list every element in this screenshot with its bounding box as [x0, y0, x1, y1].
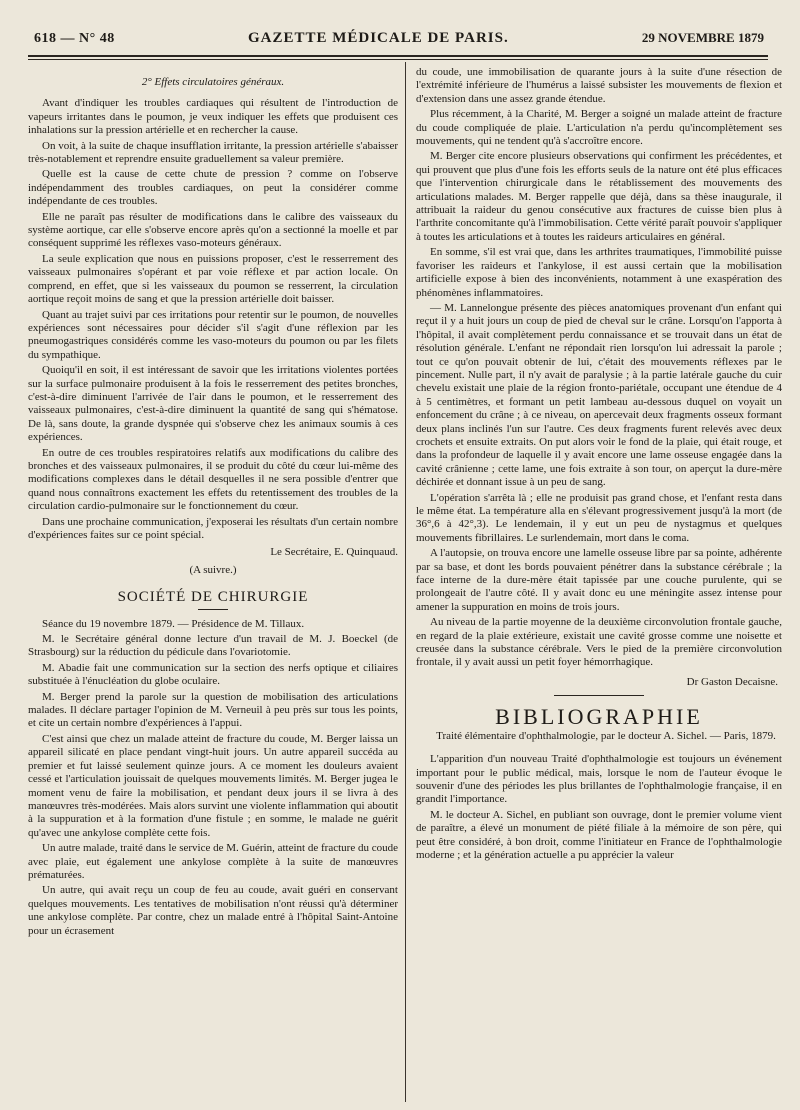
- paragraph: M. Abadie fait une communication sur la section des nerfs optique et ciliaires substituée à l'énucléation du globe oculaire.: [28, 661, 398, 688]
- paragraph: Elle ne paraît pas résulter de modifications dans le calibre des vaisseaux du système aortique, car elle s'observe encore après qu'on a sectionné la moelle et par conséquent supprimé les réflexes vaso-moteurs généraux.: [28, 210, 398, 250]
- paragraph: On voit, à la suite de chaque insufflation irritante, la pression artérielle s'abaisser très-notablement et reprendre ensuite graduellement sa valeur première.: [28, 139, 398, 166]
- paragraph: A l'autopsie, on trouva encore une lamelle osseuse libre par sa pointe, adhérente par sa base, et dont les bords pouvaient pénétrer dans la substance cérébrale ; la face interne de la dure-mère était tapissée par une couche purulente, qui se prolongeait de l'autre côté. Il y avait donc eu une méningite assez intense pour amener la suppuration en moins de trois jours.: [416, 547, 782, 613]
- paragraph: Un autre malade, traité dans le service de M. Guérin, atteint de fracture du coude avec plaie, eut également une ankylose complète à la suite de manœuvres prématurées.: [28, 842, 398, 881]
- page-number: 618 — N° 48: [34, 31, 115, 46]
- paragraph: C'est ainsi que chez un malade atteint de fracture du coude, M. Berger laissa un appareil silicaté en place pendant vingt-huit jours. Un autre appareil succéda au premier et fut laissé seulement quinze jours. A ce moment les douleurs avaient cessé et l'articulation jouissait de quelques mouvements limités. M. Berger jugea le moment venu de faire la mobilisation, et pendant deux jours il se livra à des manœuvres très-modérées. Mais alors survint une violente inflammation qui aboutit à la suppuration et à la formation d'une fistule ; en somme, le malade ne guérit qu'avec une ankylose complète cette fois.: [28, 732, 398, 839]
- bibliography-title: BIBLIOGRAPHIE: [495, 704, 703, 730]
- paragraph: — M. Lannelongue présente des pièces anatomiques provenant d'un enfant qui reçut il y a huit jours un coup de pied de cheval sur le crâne. Lorsqu'on l'apporta à l'hôpital, il avait complètement perdu connaissance et se trouvait dans un état de résolution générale. L'enfant ne répondait rien lorsqu'on lui adressait la parole ; tout ce qu'on pouvait obtenir de lui, c'était des mouvements réflexes par le pincement. Nulle part, il n'y avait de paralysie ; à la partie latérale gauche du cuir chevelu existait une plaie de la région fronto-pariétale, occupant une étendue de 4 à 5 centimètres, et formant un petit lambeau au-dessous duquel on voyait un enfoncement du crâne ; à ce niveau, on apercevait deux fragments osseux formant deux plans inclinés l'un sur l'autre. Ces deux fragments furent relevés avec deux crochets et ensuite extraits. On put alors voir le fond de la plaie, qui était rouge, et dans la profondeur de laquelle il y avait encore une lame osseuse engagée dans la cavité crânienne ; cette lame, une fois extraite à son tour, on aperçut la dure-mère déchirée et donnant issue à un peu de sang.: [416, 301, 782, 489]
- paragraph: En somme, s'il est vrai que, dans les arthrites traumatiques, l'immobilité puisse favoriser les raideurs et l'ankylose, il est aussi certain que la mobilisation artificielle expose à bien des inconvénients, notamment à une exaspération des phénomènes inflammatoires.: [416, 246, 782, 299]
- header-rule-thick: [28, 55, 768, 57]
- left-column: [28, 66, 398, 1106]
- page-header: [34, 30, 764, 52]
- journal-title: GAZETTE MÉDICALE DE PARIS.: [247, 30, 509, 46]
- paragraph: M. le docteur A. Sichel, en publiant son ouvrage, dont le premier volume vient de paraître, a élevé un monument de piété filiale à la mémoire de son père, qui peut être considéré, à bon droit, comme l'initiateur en France de l'ophthalmologie moderne ; et la génération actuelle a pu apprécier la valeur: [416, 808, 782, 861]
- paragraph: Quoiqu'il en soit, il est intéressant de savoir que les irritations violentes portées sur la surface pulmonaire produisent à la fois le resserrement des petites bronches, c'est-à-dire diminuent l'arrivée de l'air dans le poumon, et le resserrement des vaisseaux pulmonaires, c'est-à-dire diminuent la quantité de sang qui s'hématose. De là, sans doute, la grande dyspnée qui s'observe chez les animaux soumis à ces expériences.: [28, 364, 398, 444]
- paragraph: M. le Secrétaire général donne lecture d'un travail de M. J. Boeckel (de Strasbourg) sur la réduction du pédicule dans l'ovariotomie.: [28, 633, 398, 659]
- paragraph: En outre de ces troubles respiratoires relatifs aux modifications du calibre des bronches et des vaisseaux pulmonaires, il se produit du côté du cœur lui-même des modifications complexes dans le détail desquelles il ne sera possible d'entrer que quand nous connaîtrons exactement les effets du retentissement des troubles de la circulation cardio-pulmonaire sur le fonctionnement du cœur.: [28, 446, 398, 513]
- book-reference: Traité élémentaire d'ophthalmologie, par le docteur A. Sichel. — Paris, 1879.: [436, 729, 776, 742]
- column-divider: [405, 62, 406, 1102]
- paragraph: Quelle est la cause de cette chute de pression ? comme on l'observe indépendamment des troubles cardiaques, on peut la considérer comme indépendante de ces troubles.: [28, 168, 398, 208]
- paragraph: M. Berger prend la parole sur la question de mobilisation des articulations malades. Il déclare partager l'opinion de M. Verneuil à peu près sur tous les points, et cite un certain nombre d'expériences à l'appui.: [28, 690, 398, 730]
- paragraph: Plus récemment, à la Charité, M. Berger a soigné un malade atteint de fracture du coude compliquée de plaie. L'articulation n'a perdu qu'incomplètement ses mouvements, qui ne tendent qu'à s'accroître encore.: [416, 108, 782, 148]
- paragraph: L'opération s'arrêta là ; elle ne produisit pas grand chose, et l'enfant resta dans le même état. La température alla en s'élevant progressivement jusqu'à la mort (de 36°,6 à 42°,3). Le lendemain, il y eut un peu de nystagmus et quelques mouvements fibrillaires. Le surlendemain, mort dans le coma.: [416, 491, 782, 544]
- secretary-signature: Le Secrétaire, E. Quinquaud.: [270, 546, 398, 559]
- paragraph: M. Berger cite encore plusieurs observations qui confirment les précédentes, et qui prouvent que plus d'une fois les efforts seuls de la nature ont été plus efficaces que l'intervention chirurgicale dans le rétablissement des mouvements des articulations malades. M. Berger rappelle que déjà, dans sa thèse inaugurale, il attribuait la raideur du genou consécutive aux fractures de cuisse bien plus à l'arthrite concomitante qu'à l'immobilisation. Cette vérité paraît pouvoir s'appliquer à toutes les articulations et à toutes les raideurs articulaires en général.: [416, 150, 782, 243]
- paragraph: Un autre, qui avait reçu un coup de feu au coude, avait guéri en conservant quelques mouvements. Les tentatives de mobilisation n'ont réussi qu'à déterminer une ankylose complète. Par contre, chez un malade entré à l'hôpital Saint-Antoine pour un écrasement: [28, 884, 398, 937]
- header-rule-thin: [28, 59, 768, 60]
- paragraph: Avant d'indiquer les troubles cardiaques qui résultent de l'introduction de vapeurs irritantes dans le poumon, je veux indiquer les effets que produisent ces inhalations sur la pression artérielle et en rechercher la cause.: [28, 97, 398, 137]
- paragraph: L'apparition d'un nouveau Traité d'ophthalmologie est toujours un événement important pour le public médical, mais, lorsque le nom de l'auteur évoque le souvenir d'une des périodes les plus brillantes de l'ophthalmologie française, il en grandit l'importance.: [416, 753, 782, 806]
- session-line: Séance du 19 novembre 1879. — Présidence de M. Tillaux.: [42, 617, 305, 630]
- society-rule: [198, 609, 228, 610]
- paragraph: Quant au trajet suivi par ces irritations pour retentir sur le poumon, de nouvelles expériences sont nécessaires pour décider s'il s'agit d'une réflexion par les pneumogastriques considérés comme les vaso-moteurs du poumon ou par les filets du sympathique.: [28, 308, 398, 361]
- to-follow-note: (A suivre.): [189, 563, 237, 576]
- section-heading-circulatory: 2° Effets circulatoires généraux.: [141, 76, 285, 88]
- paragraph: La seule explication que nous en puissions proposer, c'est le resserrement des vaisseaux pulmonaires s'opérant et par voie réflexe et par action locale. On comprend, en effet, que si les vaisseaux du poumon se resserrent, la circulation aortique reçoit moins de sang et que la pression artérielle doit baisser.: [28, 252, 398, 306]
- society-title: SOCIÉTÉ DE CHIRURGIE: [117, 589, 309, 606]
- right-column: [416, 66, 782, 1106]
- paragraph: Au niveau de la partie moyenne de la deuxième circonvolution frontale gauche, en regard de la plaie extérieure, existait une cavité grosse comme une noisette et creusée dans la substance cérébrale. Vers le pied de la première circonvolution frontale, il y avait aussi un petit foyer hémorrhagique.: [416, 616, 782, 669]
- paragraph: du coude, une immobilisation de quarante jours à la suite d'une résection de l'extrémité inférieure de l'humérus a laissé subsister les mouvements de flexion et d'extension dans une assez grande étendue.: [416, 66, 782, 105]
- paragraph: Dans une prochaine communication, j'exposerai les résultats d'un certain nombre d'expériences faites sur ce point spécial.: [28, 515, 398, 541]
- section-rule: [554, 695, 644, 696]
- issue-date: 29 NOVEMBRE 1879: [641, 30, 764, 45]
- author-signature: Dr Gaston Decaisne.: [686, 675, 778, 688]
